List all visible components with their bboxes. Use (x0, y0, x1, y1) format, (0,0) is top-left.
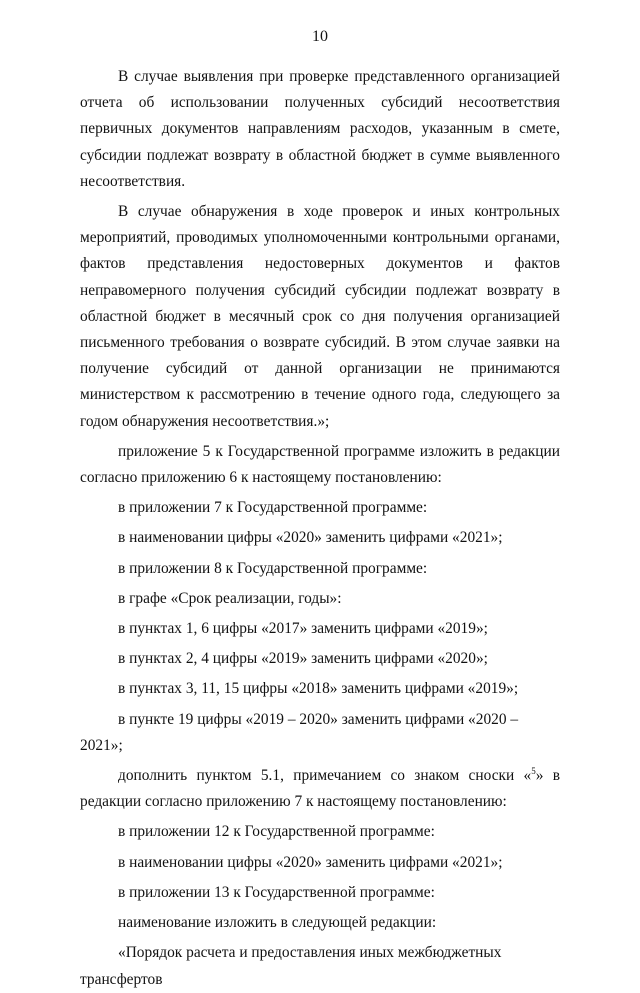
paragraph-order-title: «Порядок расчета и предоставления иных межбюджетных трансфертов (80, 944, 502, 988)
paragraph-appendix-7: в приложении 7 к Государственной программе: (118, 499, 428, 517)
paragraph-add-item-5-1: дополнить пунктом 5.1, примечанием со знаком сноски «$^5$» в редакции согласно приложению 7 к настоящему постановлению: (80, 766, 561, 811)
paragraph-new-title: наименование изложить в следующей редакции: (118, 914, 437, 932)
paragraph-items-1-6: в пунктах 1, 6 цифры «2017» заменить цифрами «2019»; (118, 620, 488, 638)
paragraph-appendix-7-title: в наименовании цифры «2020» заменить цифрами «2021»; (118, 529, 503, 547)
paragraph-items-2-4: в пунктах 2, 4 цифры «2019» заменить цифрами «2020»; (118, 650, 488, 668)
page-number: 10 (312, 28, 328, 45)
paragraph-appendix-12: в приложении 12 к Государственной программе: (118, 823, 435, 841)
footnote-mark: 5 (531, 766, 536, 777)
paragraph-appendix-13: в приложении 13 к Государственной программе: (118, 883, 435, 901)
paragraph-refund-violations: В случае обнаружения в ходе проверок и иных контрольных мероприятий, проводимых уполномоченными контрольными органами, фактов представления недостоверных документов и фактов неправомерного получения субсидий субсидии подлежат возврату в областной бюджет в месячный срок со дня получения организацией письменного требования о возврате субсидий. В этом случае заявки на получение субсидий от данной организации не принимаются министерством к рассмотрению в течение одного года, следующего за годом обнаружения несоответствия.»; (80, 203, 560, 430)
paragraph-items-3-11-15: в пунктах 3, 11, 15 цифры «2018» заменить цифрами «2019»; (118, 680, 519, 698)
paragraph-refund-mismatch: В случае выявления при проверке представленного организацией отчета об использовании полученных субсидий несоответствия первичных документов направлениям расходов, указанным в смете, субсидии подлежат возврату в областной бюджет в сумме выявленного несоответствия. (80, 68, 560, 190)
paragraph-column-term: в графе «Срок реализации, годы»: (118, 589, 342, 607)
paragraph-appendix-12-title: в наименовании цифры «2020» заменить цифрами «2021»; (118, 853, 503, 871)
paragraph-item-19: в пункте 19 цифры «2019 – 2020» заменить цифрами «2020 – 2021»; (80, 710, 519, 754)
paragraph-appendix-8: в приложении 8 к Государственной программе: (118, 559, 428, 577)
document-body (80, 64, 560, 993)
paragraph-appendix-5: приложение 5 к Государственной программе изложить в редакции согласно приложению 6 к настоящему постановлению: (80, 442, 560, 487)
